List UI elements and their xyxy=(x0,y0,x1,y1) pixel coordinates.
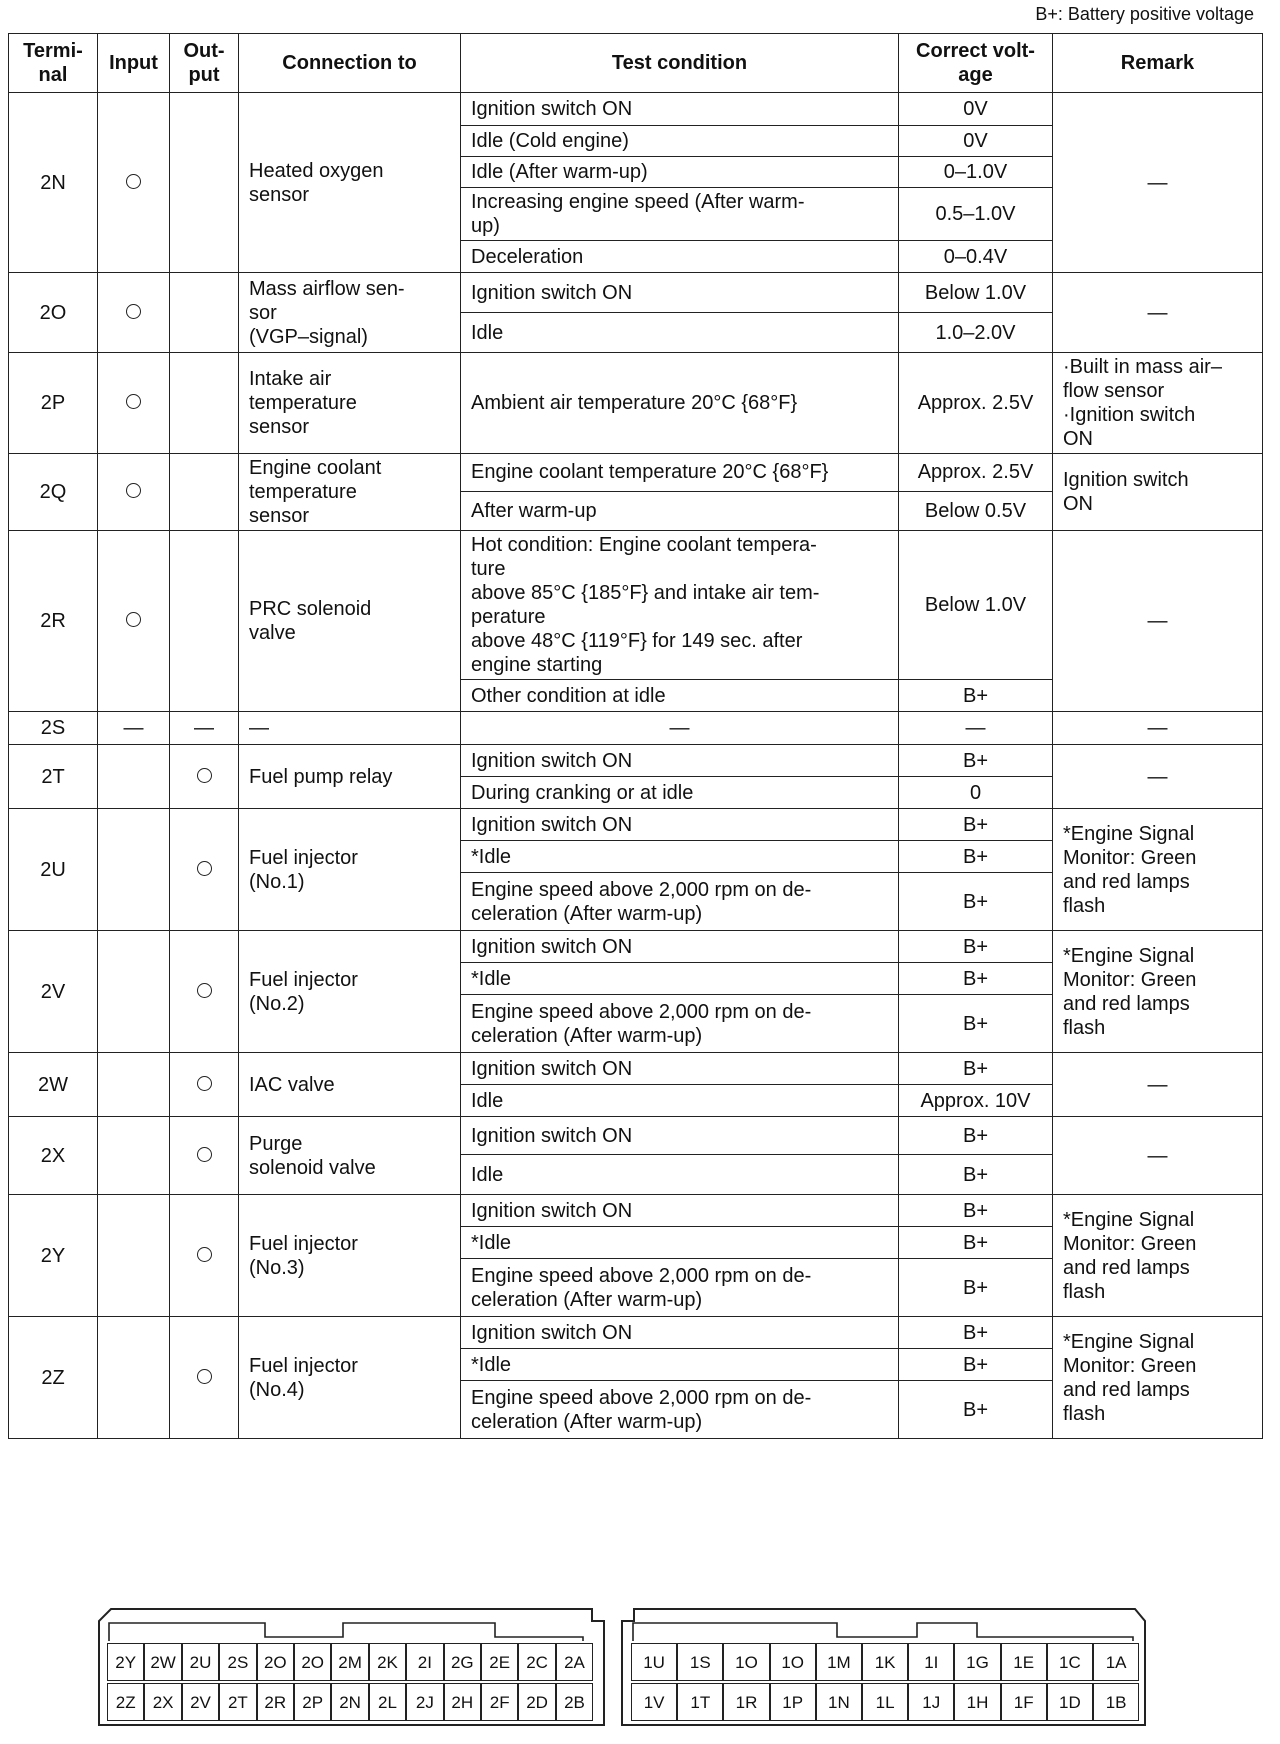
connector-pin: 2B xyxy=(556,1683,593,1721)
output-cell xyxy=(170,353,239,454)
test-condition-cell: Engine speed above 2,000 rpm on de- celeration (After warm-up) xyxy=(461,1381,899,1439)
input-cell xyxy=(98,1317,170,1439)
voltage-cell: B+ xyxy=(899,1227,1053,1259)
connection-cell: PRC solenoid valve xyxy=(239,531,461,712)
table-row xyxy=(9,273,1263,313)
terminal-cell: 2S xyxy=(9,712,98,745)
input-cell xyxy=(98,353,170,454)
voltage-cell: B+ xyxy=(899,873,1053,931)
circle-mark-icon xyxy=(197,1147,212,1162)
test-condition-cell: Ignition switch ON xyxy=(461,1053,899,1085)
connector-pin: 2A xyxy=(556,1643,593,1681)
voltage-cell: B+ xyxy=(899,745,1053,777)
test-condition-cell: Hot condition: Engine coolant tempera- ture above 85°C {185°F} and intake air tem- perature above 48°C {119°F} for 149 sec. after engine starting xyxy=(461,531,899,680)
input-cell xyxy=(98,745,170,809)
output-cell xyxy=(170,273,239,353)
voltage-cell: Below 1.0V xyxy=(899,273,1053,313)
voltage-cell: B+ xyxy=(899,1317,1053,1349)
test-condition-cell: *Idle xyxy=(461,841,899,873)
output-cell xyxy=(170,1053,239,1117)
voltage-cell: B+ xyxy=(899,1195,1053,1227)
voltage-cell: B+ xyxy=(899,1381,1053,1439)
voltage-cell: B+ xyxy=(899,1155,1053,1195)
connection-cell: Fuel injector (No.1) xyxy=(239,809,461,931)
connector-diagram xyxy=(97,1607,1147,1732)
connector-pin: 1M xyxy=(816,1643,862,1681)
connector-pin: 2S xyxy=(219,1643,256,1681)
test-condition-cell: Idle xyxy=(461,313,899,353)
voltage-cell: Approx. 2.5V xyxy=(899,454,1053,492)
remark-cell: *Engine Signal Monitor: Green and red lamps flash xyxy=(1053,1195,1263,1317)
connector-pin: 2P xyxy=(294,1683,331,1721)
test-condition-cell: Idle xyxy=(461,1085,899,1117)
test-condition-cell: Ignition switch ON xyxy=(461,273,899,313)
test-condition-cell: Idle (After warm-up) xyxy=(461,157,899,188)
voltage-cell: 0 xyxy=(899,777,1053,809)
connection-cell: IAC valve xyxy=(239,1053,461,1117)
connector-pin: 1I xyxy=(908,1643,954,1681)
voltage-cell: B+ xyxy=(899,995,1053,1053)
connection-cell: Fuel injector (No.2) xyxy=(239,931,461,1053)
connector-pin: 2M xyxy=(331,1643,368,1681)
table-row xyxy=(9,93,1263,126)
terminal-cell: 2O xyxy=(9,273,98,353)
test-condition-cell: — xyxy=(461,712,899,745)
legend-note: B+: Battery positive voltage xyxy=(1035,4,1254,24)
output-cell xyxy=(170,1317,239,1439)
remark-cell: — xyxy=(1053,1117,1263,1195)
test-condition-cell: Ambient air temperature 20°C {68°F} xyxy=(461,353,899,454)
remark-cell: — xyxy=(1053,93,1263,273)
terminal-cell: 2N xyxy=(9,93,98,273)
terminal-cell: 2P xyxy=(9,353,98,454)
remark-cell: — xyxy=(1053,712,1263,745)
test-condition-cell: Engine speed above 2,000 rpm on de- celeration (After warm-up) xyxy=(461,873,899,931)
connector-pin: 2W xyxy=(144,1643,181,1681)
circle-mark-icon xyxy=(197,1076,212,1091)
connector-pin: 1V xyxy=(631,1683,677,1721)
test-condition-cell: *Idle xyxy=(461,963,899,995)
remark-cell: *Engine Signal Monitor: Green and red lamps flash xyxy=(1053,1317,1263,1439)
voltage-cell: 0V xyxy=(899,93,1053,126)
input-cell xyxy=(98,1053,170,1117)
test-condition-cell: Ignition switch ON xyxy=(461,1117,899,1155)
connector-pin: 2Y xyxy=(107,1643,144,1681)
connection-cell: Fuel injector (No.4) xyxy=(239,1317,461,1439)
voltage-cell: B+ xyxy=(899,1259,1053,1317)
test-condition-cell: Ignition switch ON xyxy=(461,809,899,841)
connector-pin: 2E xyxy=(481,1643,518,1681)
input-cell xyxy=(98,454,170,531)
table-row xyxy=(9,1053,1263,1085)
header-output: Out- put xyxy=(170,34,239,93)
table-row xyxy=(9,531,1263,680)
terminal-cell: 2W xyxy=(9,1053,98,1117)
input-cell xyxy=(98,531,170,712)
connector-pin: 2U xyxy=(182,1643,219,1681)
remark-cell: — xyxy=(1053,745,1263,809)
connector-pin: 2D xyxy=(518,1683,555,1721)
test-condition-cell: Ignition switch ON xyxy=(461,1317,899,1349)
output-cell xyxy=(170,1195,239,1317)
voltage-cell: B+ xyxy=(899,809,1053,841)
connection-cell: Fuel injector (No.3) xyxy=(239,1195,461,1317)
remark-cell: *Engine Signal Monitor: Green and red lamps flash xyxy=(1053,931,1263,1053)
terminal-cell: 2X xyxy=(9,1117,98,1195)
voltage-cell: Below 1.0V xyxy=(899,531,1053,680)
connector-pin: 2R xyxy=(257,1683,294,1721)
table-row xyxy=(9,931,1263,963)
connector-pin: 1S xyxy=(677,1643,723,1681)
connection-cell: Mass airflow sen- sor (VGP–signal) xyxy=(239,273,461,353)
connection-cell: Purge solenoid valve xyxy=(239,1117,461,1195)
test-condition-cell: Other condition at idle xyxy=(461,680,899,712)
remark-cell: ·Built in mass air– flow sensor ·Ignition switch ON xyxy=(1053,353,1263,454)
circle-mark-icon xyxy=(126,174,141,189)
output-cell xyxy=(170,1117,239,1195)
table-row xyxy=(9,1195,1263,1227)
input-cell xyxy=(98,93,170,273)
test-condition-cell: Idle (Cold engine) xyxy=(461,126,899,157)
input-cell xyxy=(98,1195,170,1317)
voltage-cell: B+ xyxy=(899,680,1053,712)
connector-pin: 2L xyxy=(369,1683,406,1721)
test-condition-cell: After warm-up xyxy=(461,491,899,530)
connection-cell: — xyxy=(239,712,461,745)
voltage-cell: B+ xyxy=(899,931,1053,963)
header-input: Input xyxy=(98,34,170,93)
header-test-condition: Test condition xyxy=(461,34,899,93)
connector-pin: 1J xyxy=(908,1683,954,1721)
voltage-cell: 0–1.0V xyxy=(899,157,1053,188)
header-terminal: Termi- nal xyxy=(9,34,98,93)
circle-mark-icon xyxy=(197,768,212,783)
test-condition-cell: Ignition switch ON xyxy=(461,745,899,777)
connector-pin: 2G xyxy=(444,1643,481,1681)
connection-cell: Fuel pump relay xyxy=(239,745,461,809)
table-row xyxy=(9,1317,1263,1349)
test-condition-cell: Engine coolant temperature 20°C {68°F} xyxy=(461,454,899,492)
test-condition-cell: *Idle xyxy=(461,1349,899,1381)
connector-pin: 2V xyxy=(182,1683,219,1721)
connector-pin: 2X xyxy=(144,1683,181,1721)
test-condition-cell: Idle xyxy=(461,1155,899,1195)
circle-mark-icon xyxy=(197,1247,212,1262)
remark-cell: — xyxy=(1053,531,1263,712)
header-connection: Connection to xyxy=(239,34,461,93)
connector-pin: 1N xyxy=(816,1683,862,1721)
voltage-cell: Approx. 10V xyxy=(899,1085,1053,1117)
connector-pin: 1G xyxy=(954,1643,1000,1681)
connector-pin: 2H xyxy=(444,1683,481,1721)
test-condition-cell: Increasing engine speed (After warm- up) xyxy=(461,188,899,241)
connector-pin: 1U xyxy=(631,1643,677,1681)
test-condition-cell: Engine speed above 2,000 rpm on de- celeration (After warm-up) xyxy=(461,995,899,1053)
connector-pin: 1K xyxy=(862,1643,908,1681)
output-cell xyxy=(170,931,239,1053)
connector-pin: 1A xyxy=(1093,1643,1139,1681)
circle-mark-icon xyxy=(126,483,141,498)
connector-pin: 2F xyxy=(481,1683,518,1721)
connector-pin: 1D xyxy=(1047,1683,1093,1721)
remark-cell: Ignition switch ON xyxy=(1053,454,1263,531)
header-row xyxy=(9,34,1263,93)
circle-mark-icon xyxy=(197,861,212,876)
circle-mark-icon xyxy=(197,983,212,998)
connector-pin: 1O xyxy=(770,1643,816,1681)
connector-pin: 2K xyxy=(369,1643,406,1681)
input-cell xyxy=(98,809,170,931)
voltage-cell: — xyxy=(899,712,1053,745)
table-row xyxy=(9,353,1263,454)
test-condition-cell: Ignition switch ON xyxy=(461,1195,899,1227)
terminal-cell: 2Y xyxy=(9,1195,98,1317)
connector-pin: 1P xyxy=(770,1683,816,1721)
connector-pin: 1E xyxy=(1001,1643,1047,1681)
terminal-cell: 2U xyxy=(9,809,98,931)
terminal-table xyxy=(8,33,1263,1439)
input-cell xyxy=(98,931,170,1053)
test-condition-cell: Ignition switch ON xyxy=(461,93,899,126)
table-row xyxy=(9,809,1263,841)
circle-mark-icon xyxy=(126,304,141,319)
connector-pin: 1R xyxy=(723,1683,769,1721)
voltage-cell: Below 0.5V xyxy=(899,491,1053,530)
connection-cell: Engine coolant temperature sensor xyxy=(239,454,461,531)
table-row xyxy=(9,454,1263,492)
connector-pin: 2O xyxy=(294,1643,331,1681)
terminal-cell: 2Q xyxy=(9,454,98,531)
terminal-cell: 2R xyxy=(9,531,98,712)
connector-pin: 1B xyxy=(1093,1683,1139,1721)
voltage-cell: B+ xyxy=(899,963,1053,995)
table-row xyxy=(9,745,1263,777)
voltage-cell: 0V xyxy=(899,126,1053,157)
output-cell xyxy=(170,93,239,273)
voltage-cell: B+ xyxy=(899,1053,1053,1085)
connector-pin: 1H xyxy=(954,1683,1000,1721)
connector-pin: 2N xyxy=(331,1683,368,1721)
test-condition-cell: During cranking or at idle xyxy=(461,777,899,809)
remark-cell: — xyxy=(1053,1053,1263,1117)
terminal-cell: 2V xyxy=(9,931,98,1053)
test-condition-cell: Ignition switch ON xyxy=(461,931,899,963)
test-condition-cell: *Idle xyxy=(461,1227,899,1259)
terminal-cell: 2Z xyxy=(9,1317,98,1439)
circle-mark-icon xyxy=(126,612,141,627)
circle-mark-icon xyxy=(126,394,141,409)
voltage-cell: 0.5–1.0V xyxy=(899,188,1053,241)
output-cell xyxy=(170,531,239,712)
voltage-cell: Approx. 2.5V xyxy=(899,353,1053,454)
output-cell xyxy=(170,454,239,531)
test-condition-cell: Deceleration xyxy=(461,241,899,273)
connector-pin: 1F xyxy=(1001,1683,1047,1721)
connector-pin: 1C xyxy=(1047,1643,1093,1681)
circle-mark-icon xyxy=(197,1369,212,1384)
connector-pin: 2J xyxy=(406,1683,443,1721)
connector-pin: 2Z xyxy=(107,1683,144,1721)
test-condition-cell: Engine speed above 2,000 rpm on de- celeration (After warm-up) xyxy=(461,1259,899,1317)
header-remark: Remark xyxy=(1053,34,1263,93)
terminal-cell: 2T xyxy=(9,745,98,809)
input-cell xyxy=(98,1117,170,1195)
connector-pin: 2T xyxy=(219,1683,256,1721)
header-correct-voltage: Correct volt- age xyxy=(899,34,1053,93)
connector-pin: 1T xyxy=(677,1683,723,1721)
connector-pin: 2O xyxy=(257,1643,294,1681)
voltage-cell: B+ xyxy=(899,1117,1053,1155)
remark-cell: *Engine Signal Monitor: Green and red lamps flash xyxy=(1053,809,1263,931)
voltage-cell: 1.0–2.0V xyxy=(899,313,1053,353)
input-cell: — xyxy=(98,712,170,745)
output-cell xyxy=(170,745,239,809)
voltage-cell: B+ xyxy=(899,1349,1053,1381)
connector-pin: 1O xyxy=(723,1643,769,1681)
output-cell: — xyxy=(170,712,239,745)
table-row xyxy=(9,712,1263,745)
connection-cell: Heated oxygen sensor xyxy=(239,93,461,273)
connection-cell: Intake air temperature sensor xyxy=(239,353,461,454)
connector-pin: 1L xyxy=(862,1683,908,1721)
connector-pin: 2I xyxy=(406,1643,443,1681)
remark-cell: — xyxy=(1053,273,1263,353)
voltage-cell: 0–0.4V xyxy=(899,241,1053,273)
connector-pin: 2C xyxy=(518,1643,555,1681)
table-row xyxy=(9,1117,1263,1155)
input-cell xyxy=(98,273,170,353)
voltage-cell: B+ xyxy=(899,841,1053,873)
output-cell xyxy=(170,809,239,931)
